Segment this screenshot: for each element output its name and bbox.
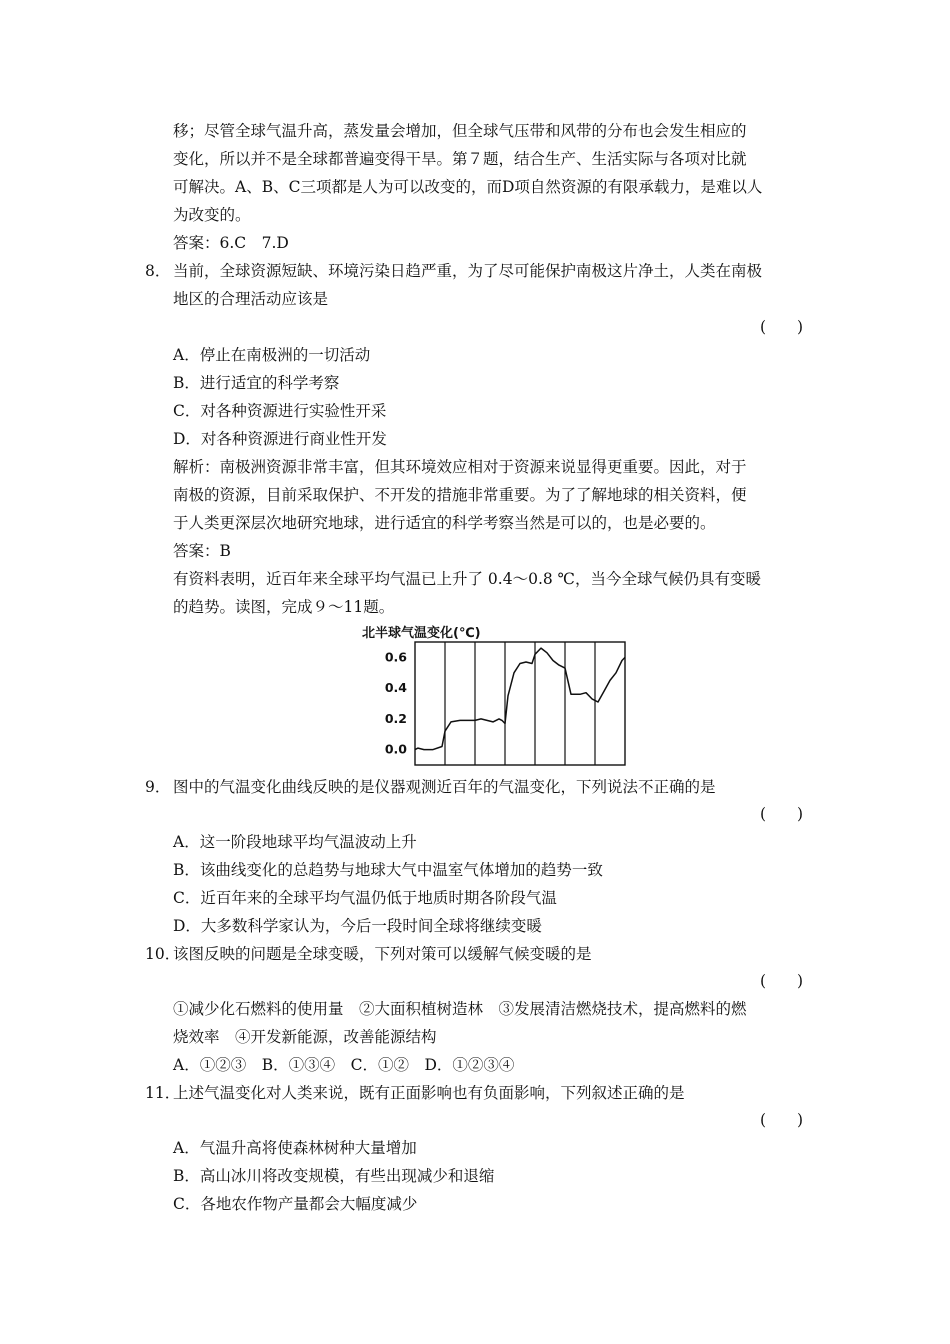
paragraph-line: 移；尽管全球气温升高，蒸发量会增加，但全球气压带和风带的分布也会发生相应的 (173, 122, 747, 140)
intro-line: 的趋势。读图，完成９～11题。 (173, 598, 395, 616)
answer-blank: ( ) (760, 805, 804, 823)
answer-blank: ( ) (760, 972, 804, 990)
y-tick-label: 0.6 (384, 649, 407, 665)
intro-line: 有资料表明，近百年来全球平均气温已上升了 0.4～0.8 ℃，当今全球气候仍具有变暖 (173, 570, 761, 588)
option-b: B．高山冰川将改变规模，有些出现减少和退缩 (173, 1167, 495, 1185)
question-10-stem: 该图反映的问题是全球变暖，下列对策可以缓解气候变暖的是 (173, 945, 592, 963)
option-a: A．停止在南极洲的一切活动 (173, 346, 371, 364)
question-10-choices: A．①②③ B．①③④ C．①② D．①②③④ (173, 1056, 515, 1074)
explanation-line: 解析：南极洲资源非常丰富，但其环境效应相对于资源来说显得更重要。因此，对于 (173, 458, 747, 476)
question-9-number: 9． (145, 778, 171, 796)
question-9-stem: 图中的气温变化曲线反映的是仪器观测近百年的气温变化，下列说法不正确的是 (173, 778, 716, 796)
question-11-stem: 上述气温变化对人类来说，既有正面影响也有负面影响，下列叙述正确的是 (173, 1084, 685, 1102)
answer-blank: ( ) (760, 1111, 804, 1129)
explanation-line: 南极的资源，目前采取保护、不开发的措施非常重要。为了了解地球的相关资料，便 (173, 486, 747, 504)
question-10-options: 烧效率 ④开发新能源，改善能源结构 (173, 1028, 437, 1046)
answer-8: 答案：B (173, 542, 231, 560)
paragraph-line: 为改变的。 (173, 206, 251, 224)
chart-title: 北半球气温变化(℃) (362, 626, 481, 641)
temperature-line (415, 648, 625, 750)
question-8-number: 8． (145, 262, 171, 280)
question-10-number: 10． (145, 945, 181, 963)
plot-frame (415, 642, 625, 765)
y-tick-label: 0.2 (384, 710, 407, 726)
question-10-options: ①减少化石燃料的使用量 ②大面积植树造林 ③发展清洁燃烧技术，提高燃料的燃 (173, 1000, 747, 1018)
option-a: A．这一阶段地球平均气温波动上升 (173, 833, 417, 851)
option-b: B．进行适宜的科学考察 (173, 374, 340, 392)
answer-blank: ( ) (760, 318, 804, 336)
paragraph-line: 变化，所以并不是全球都普遍变得干旱。第７题，结合生产、生活实际与各项对比就 (173, 150, 747, 168)
explanation-line: 于人类更深层次地研究地球，进行适宜的科学考察当然是可以的，也是必要的。 (173, 514, 716, 532)
y-tick-label: 0.4 (384, 680, 407, 696)
question-11-number: 11． (145, 1084, 181, 1102)
option-a: A．气温升高将使森林树种大量增加 (173, 1139, 417, 1157)
question-8-stem: 地区的合理活动应该是 (173, 290, 329, 308)
chart-plot (340, 622, 640, 772)
y-tick-label: 0.0 (384, 741, 407, 757)
option-b: B．该曲线变化的总趋势与地球大气中温室气体增加的趋势一致 (173, 861, 603, 879)
option-c: C．对各种资源进行实验性开采 (173, 402, 387, 420)
answer-6-7: 答案：6.C 7.D (173, 234, 289, 252)
question-8-stem: 当前，全球资源短缺、环境污染日趋严重，为了尽可能保护南极这片净土，人类在南极 (173, 262, 763, 280)
temperature-chart (340, 622, 640, 772)
option-c: C．各地农作物产量都会大幅度减少 (173, 1195, 418, 1213)
option-d: D．大多数科学家认为，今后一段时间全球将继续变暖 (173, 917, 542, 935)
option-d: D．对各种资源进行商业性开发 (173, 430, 387, 448)
paragraph-line: 可解决。A、B、C三项都是人为可以改变的，而D项自然资源的有限承载力，是难以人 (173, 178, 763, 196)
option-c: C．近百年来的全球平均气温仍低于地质时期各阶段气温 (173, 889, 557, 907)
